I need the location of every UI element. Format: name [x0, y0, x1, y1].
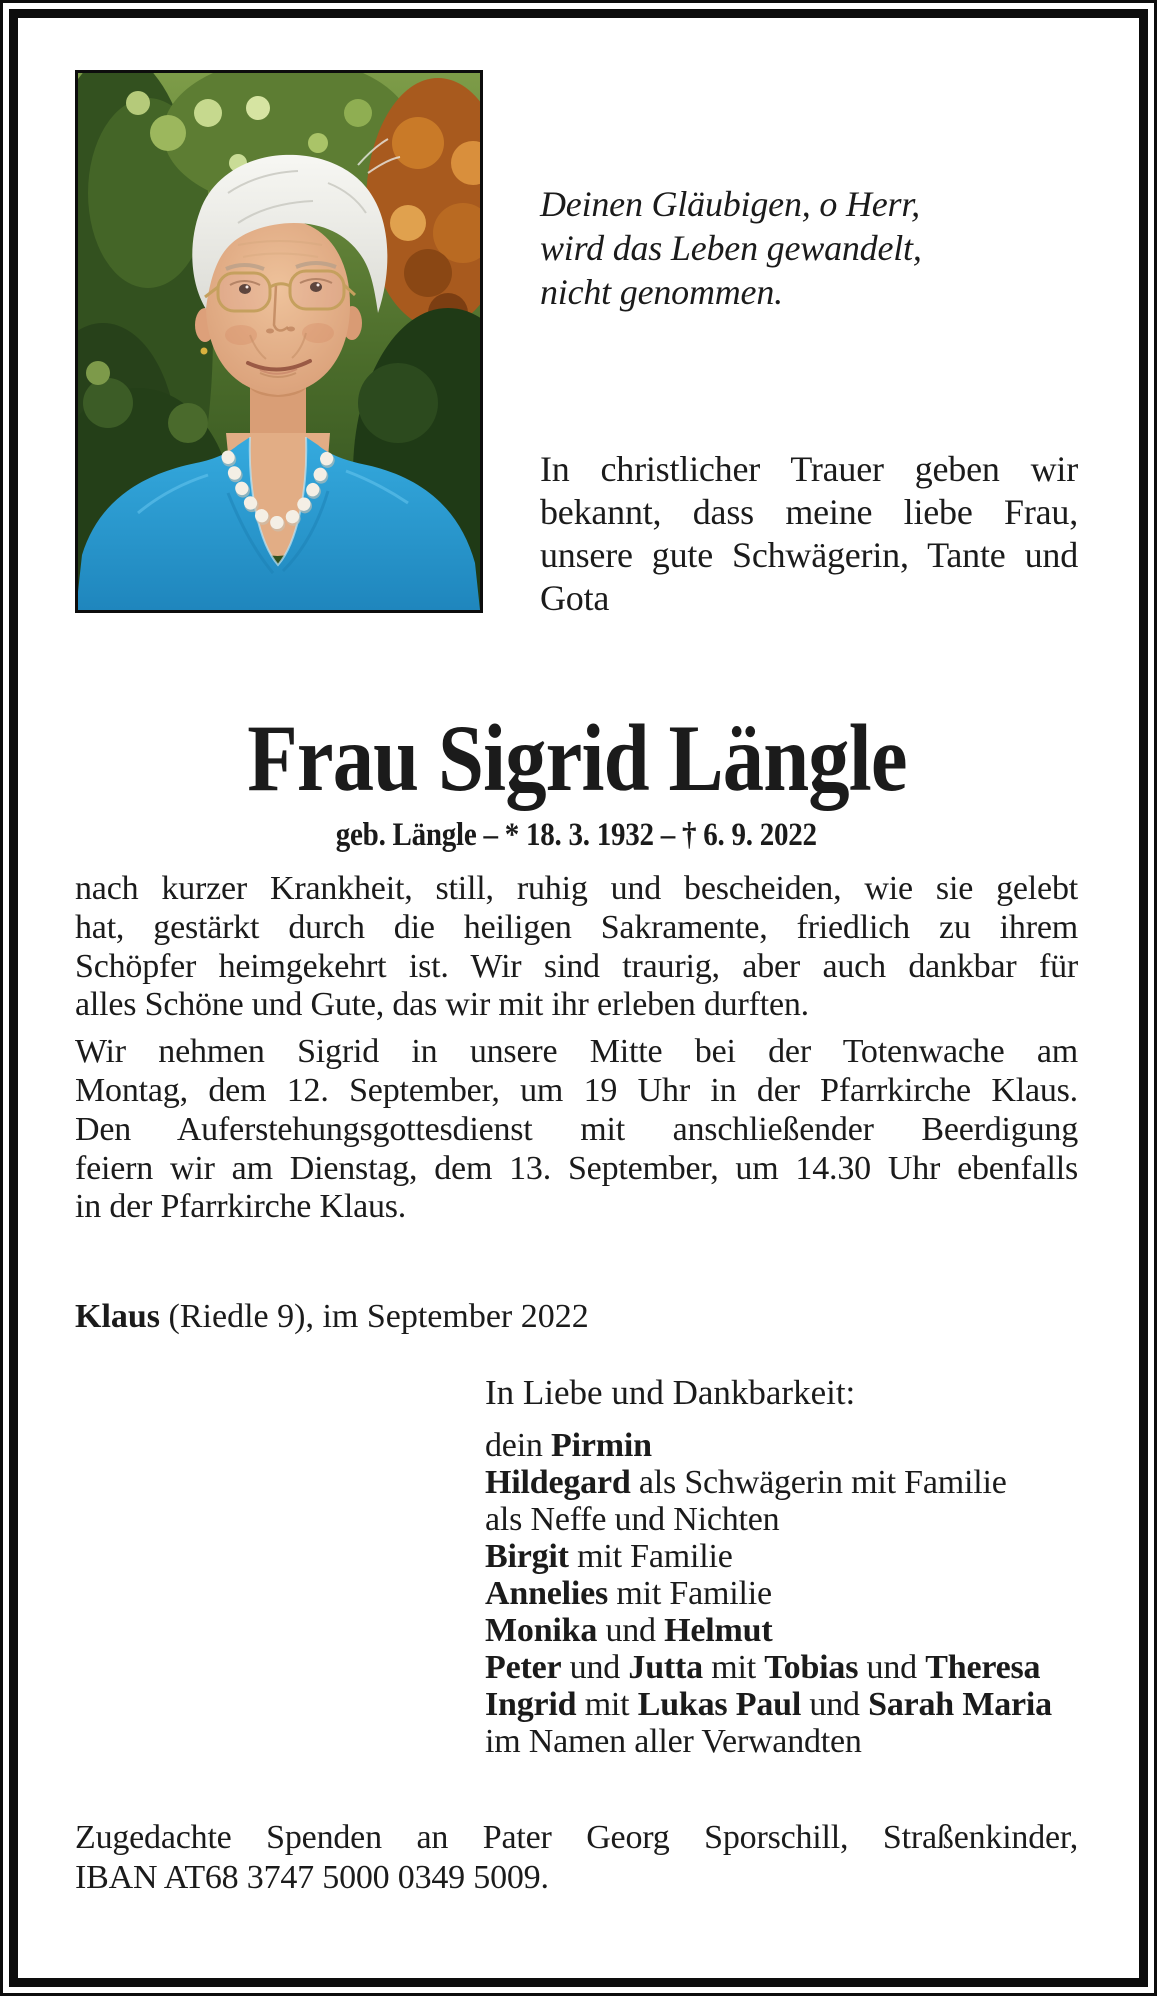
text-line: In christlicher Trauer geben wir: [540, 449, 1078, 489]
donations-paragraph: [75, 1818, 1078, 1898]
text-line: Gota: [540, 578, 610, 618]
text-line: IBAN AT68 3747 5000 0349 5009.: [75, 1859, 549, 1897]
text-line: Peter und Jutta mit Tobias und Theresa: [485, 1649, 1041, 1687]
text-line: Hildegard als Schwägerin mit Familie: [485, 1464, 1007, 1502]
text-line: nach kurzer Krankheit, still, ruhig und bescheiden, wie sie gelebt: [75, 870, 1078, 907]
text-line: alles Schöne und Gute, das wir mit ihr erleben durften.: [75, 986, 809, 1024]
text-line: Birgit mit Familie: [485, 1538, 733, 1576]
text-line: Schöpfer heimgekehrt ist. Wir sind traurig, aber auch dankbar für: [75, 947, 1078, 985]
text-line: in der Pfarrkirche Klaus.: [75, 1188, 407, 1226]
text-line: im Namen aller Verwandten: [485, 1723, 862, 1761]
text-line: nicht genommen.: [540, 272, 783, 312]
portrait-illustration: [78, 73, 480, 610]
deceased-name-section: [75, 705, 1078, 856]
text-line: Klaus (Riedle 9), im September 2022: [75, 1298, 589, 1336]
text-line: unsere gute Schwägerin, Tante und: [540, 535, 1078, 575]
text-line: Montag, dem 12. September, um 19 Uhr in der Pfarrkirche Klaus.: [75, 1071, 1078, 1109]
mourners-list: [485, 1427, 1078, 1760]
intro-column: [540, 70, 1078, 620]
text-line: wird das Leben gewandelt,: [540, 228, 922, 268]
mourners-heading: In Liebe und Dankbarkeit:: [485, 1373, 856, 1413]
announcement-paragraph: [540, 448, 1078, 620]
text-line: Ingrid mit Lukas Paul und Sarah Maria: [485, 1686, 1052, 1724]
text-line: bekannt, dass meine liebe Frau,: [540, 492, 1078, 532]
top-section: [75, 70, 1078, 620]
deceased-name: Frau Sigrid Längle: [246, 705, 907, 811]
text-line: Wir nehmen Sigrid in unsere Mitte bei der Totenwache am: [75, 1033, 1078, 1071]
text-line: hat, gestärkt durch die heiligen Sakramente, friedlich zu ihrem: [75, 908, 1078, 946]
place-dateline: [75, 1297, 1078, 1337]
birth-death-dates-text: geb. Längle – * 18. 3. 1932 – † 6. 9. 2022: [335, 817, 818, 853]
epigraph-quote: [540, 182, 1078, 314]
text-line: Annelies mit Familie: [485, 1575, 772, 1613]
text-line: Monika und Helmut: [485, 1612, 773, 1650]
text-line: dein Pirmin: [485, 1427, 652, 1465]
services-paragraph: [75, 1033, 1078, 1227]
portrait-photo: [75, 70, 483, 613]
birth-death-dates: [75, 814, 1078, 856]
text-line: Den Auferstehungsgottesdienst mit anschließender Beerdigung: [75, 1110, 1078, 1148]
obituary-paragraph: [75, 870, 1078, 1025]
mourners-section: [485, 1373, 1078, 1760]
text-line: Zugedachte Spenden an Pater Georg Sporschill, Straßenkinder,: [75, 1819, 1078, 1857]
text-line: als Neffe und Nichten: [485, 1501, 780, 1539]
text-line: feiern wir am Dienstag, dem 13. September, um 14.30 Uhr ebenfalls: [75, 1149, 1078, 1187]
obituary-inner-frame: [9, 9, 1148, 1987]
text-line: Deinen Gläubigen, o Herr,: [540, 184, 920, 224]
